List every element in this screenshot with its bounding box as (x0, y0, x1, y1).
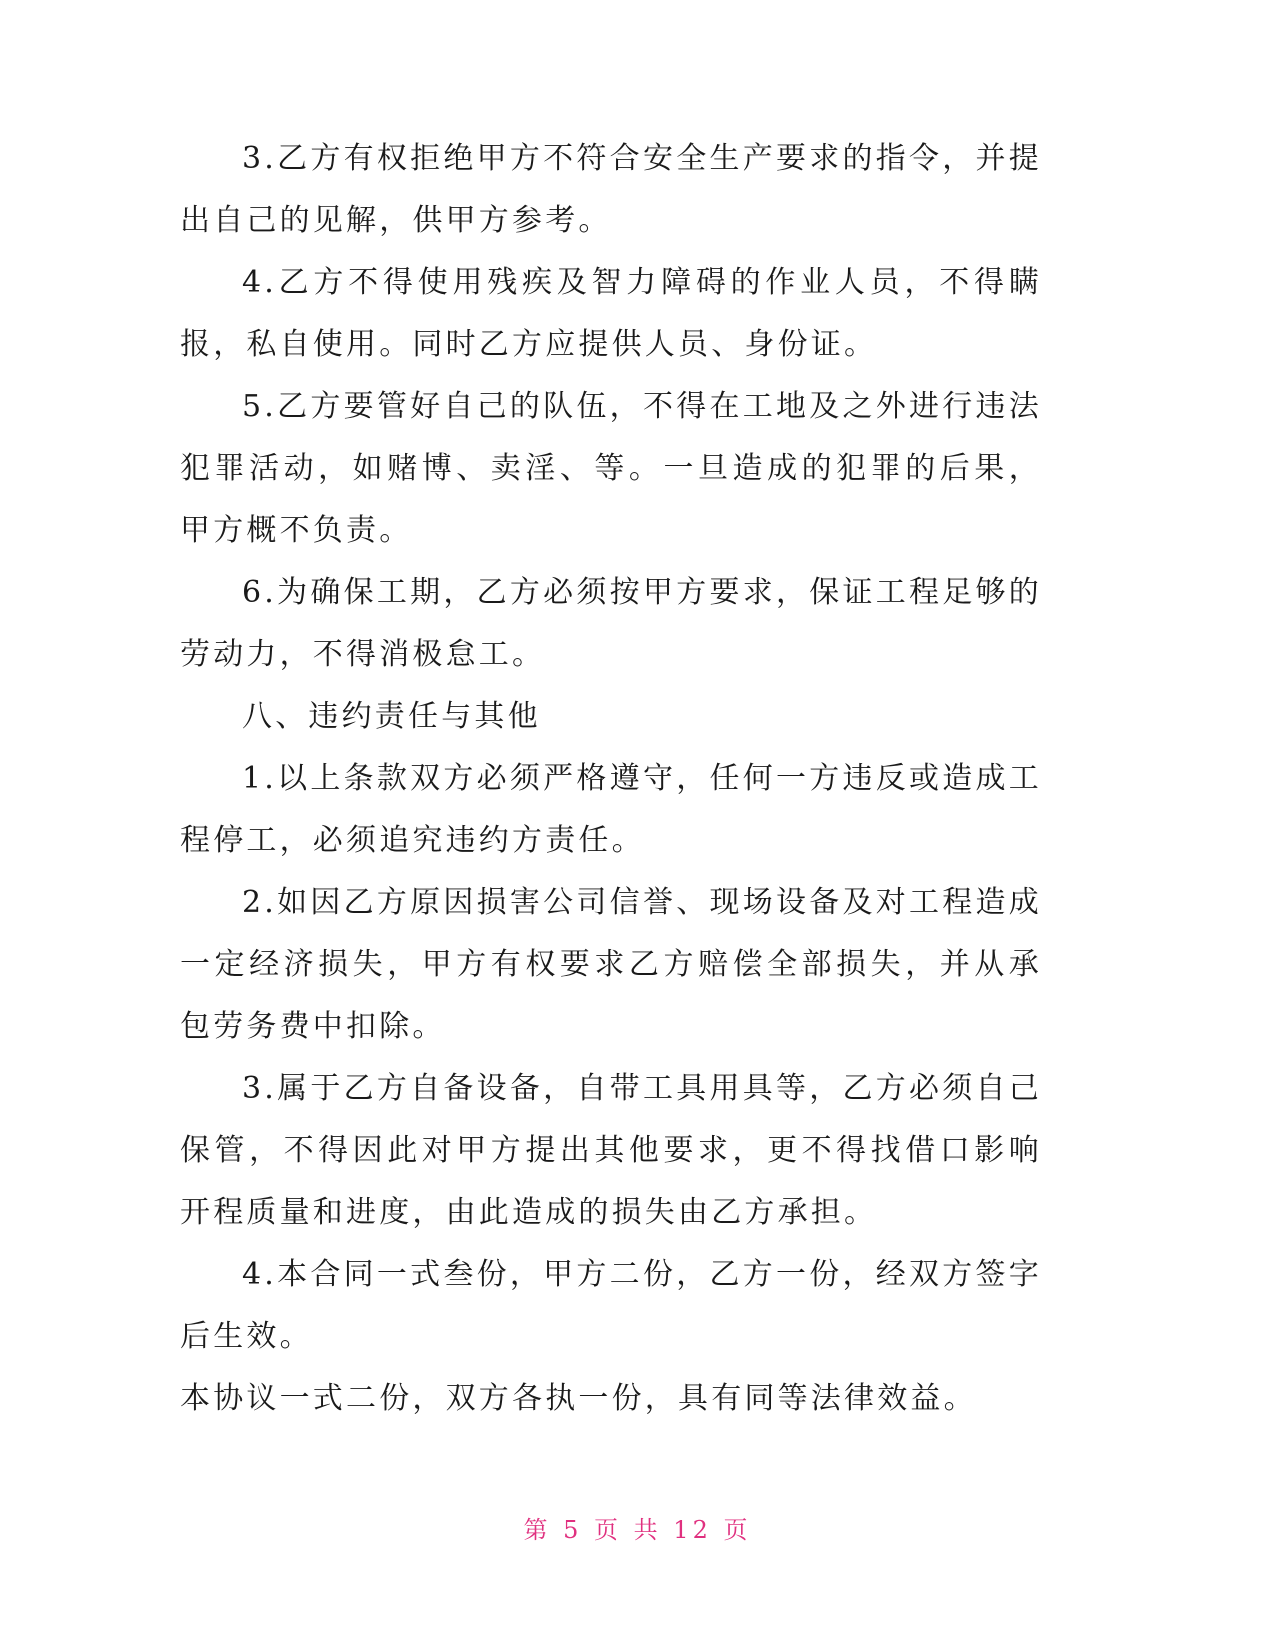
section-heading-breach: 八、违约责任与其他 (242, 699, 541, 734)
paragraph-clause-4: 4.乙方不得使用残疾及智力障碍的作业人员，不得瞒报，私自使用。同时乙方应提供人员、身份证。 (180, 265, 1042, 362)
paragraph-closing: 本协议一式二份，双方各执一份，具有同等法律效益。 (180, 1381, 977, 1416)
paragraph-breach-4: 4.本合同一式叁份，甲方二份，乙方一份，经双方签字后生效。 (180, 1257, 1042, 1354)
paragraph-breach-2: 2.如因乙方原因损害公司信誉、现场设备及对工程造成一定经济损失，甲方有权要求乙方赔偿全部损失，并从承包劳务费中扣除。 (180, 885, 1042, 1044)
paragraph-breach-1: 1.以上条款双方必须严格遵守，任何一方违反或造成工程停工，必须追究违约方责任。 (180, 761, 1042, 858)
paragraph-breach-3: 3.属于乙方自备设备，自带工具用具等，乙方必须自己保管，不得因此对甲方提出其他要求，更不得找借口影响开程质量和进度，由此造成的损失由乙方承担。 (180, 1071, 1042, 1230)
page-number: 第 5 页 共 12 页 (523, 1516, 752, 1544)
paragraph-clause-6: 6.为确保工期，乙方必须按甲方要求，保证工程足够的劳动力，不得消极怠工。 (180, 575, 1042, 672)
document-body (180, 128, 1042, 1430)
paragraph-clause-5: 5.乙方要管好自己的队伍，不得在工地及之外进行违法犯罪活动，如赌博、卖淫、等。一旦造成的犯罪的后果，甲方概不负责。 (180, 389, 1042, 548)
paragraph-clause-3: 3.乙方有权拒绝甲方不符合安全生产要求的指令，并提出自己的见解，供甲方参考。 (180, 141, 1042, 238)
